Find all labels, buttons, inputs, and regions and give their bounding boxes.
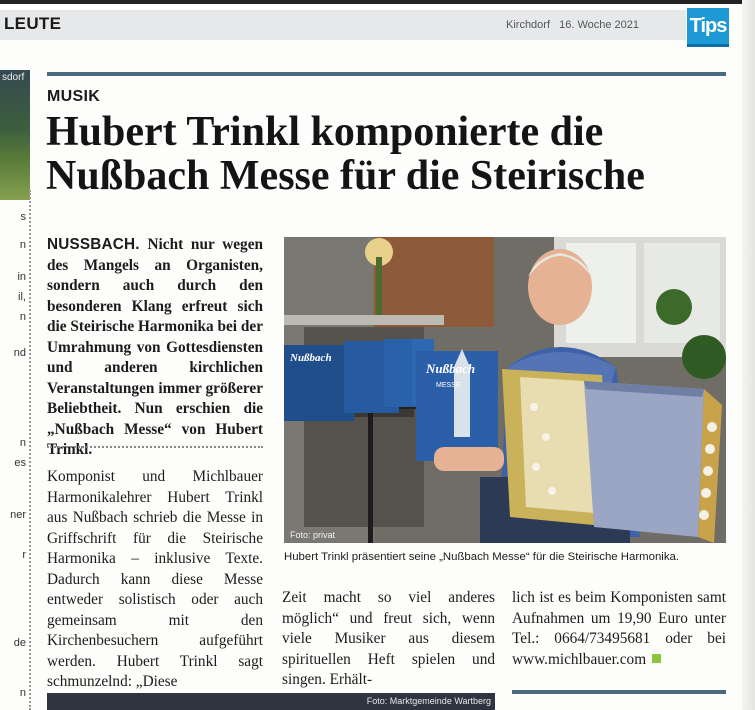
lead-dateline: NUSSBACH.	[47, 236, 140, 253]
next-article-rule	[512, 690, 726, 694]
adjacent-photo	[0, 70, 30, 200]
text-fragment: n	[19, 437, 26, 449]
book-title: Nußbach	[290, 352, 332, 364]
article-kicker: MUSIK	[47, 88, 101, 105]
photo-credit: Foto: privat	[290, 530, 336, 540]
body-column-1: Komponist und Michlbauer Harmonikalehrer Hubert Trinkl aus Nußbach schrieb die Messe in Griffschrift für die Steirische Harmonika – inklusive Texte. Dadurch kann diese Messe entweder solistisch oder auch gemeinsam mit den Kirchenbesuchern aufgeführt werden. Hubert Trinkl sagt schmunzelnd: „Diese	[47, 468, 263, 690]
body-column-3-text: lich ist es beim Komponisten samt Aufnahmen um 19,90 Euro unter Tel.: 0664/73495681 oder bei www.michlbauer.com	[512, 589, 726, 668]
accordion	[502, 369, 722, 543]
article-end-marker	[652, 654, 661, 663]
article-top-rule	[47, 72, 726, 76]
top-border	[0, 0, 755, 4]
text-fragment: nd	[13, 347, 26, 359]
header-location: Kirchdorf	[506, 19, 551, 31]
column-divider	[29, 190, 31, 710]
book-title: Nußbach	[426, 361, 476, 376]
text-fragment: n	[19, 239, 26, 251]
next-photo-credit: Foto: Marktgemeinde Wartberg	[366, 696, 491, 706]
section-label: LEUTE	[4, 14, 62, 33]
article-headline: Hubert Trinkl komponierte die Nußbach Messe für die Steirische	[46, 109, 645, 199]
next-article-photo	[47, 693, 495, 710]
text-fragment: r	[22, 549, 26, 561]
text-fragment: n	[19, 687, 26, 699]
body-column-2: Zeit macht so viel anderes möglich“ und freut sich, wenn viele Musiker aus diesem spirituellen Heft spielen und singen. Erhält-	[282, 589, 495, 688]
article-photo	[284, 237, 726, 543]
book-subtitle: MESSE	[436, 382, 461, 389]
tips-logo: Tips	[687, 8, 729, 44]
header-info	[500, 19, 639, 31]
text-fragment: es	[14, 457, 26, 469]
lead-text: Nicht nur wegen des Mangels an Organisten, sondern auch durch den besonderen Klang erfreut sich die Steirische Harmonika bei der Umrahmung von Gottesdiensten und anderen kirchlichen Veranstaltungen immer größerer Beliebtheit. Nun erschien die „Nußbach Messe“ von Hubert Trinkl.	[47, 236, 263, 458]
text-fragment: s	[20, 211, 26, 223]
adjacent-photo-caption: sdorf	[2, 72, 25, 83]
body-column-3	[512, 588, 726, 670]
text-fragment: in	[17, 271, 26, 283]
text-fragment: n	[19, 311, 26, 323]
lead-divider	[47, 446, 263, 448]
text-fragment: il,	[18, 291, 26, 303]
page-edge-shadow	[742, 0, 755, 710]
photo-caption: Hubert Trinkl präsentiert seine „Nußbach Messe“ für die Steirische Harmonika.	[284, 551, 680, 563]
text-fragment: de	[13, 637, 26, 649]
header-issue: 16. Woche 2021	[559, 19, 640, 31]
text-fragment: ner	[10, 509, 26, 521]
article-lead	[47, 235, 263, 461]
photo-illustration	[284, 237, 726, 543]
